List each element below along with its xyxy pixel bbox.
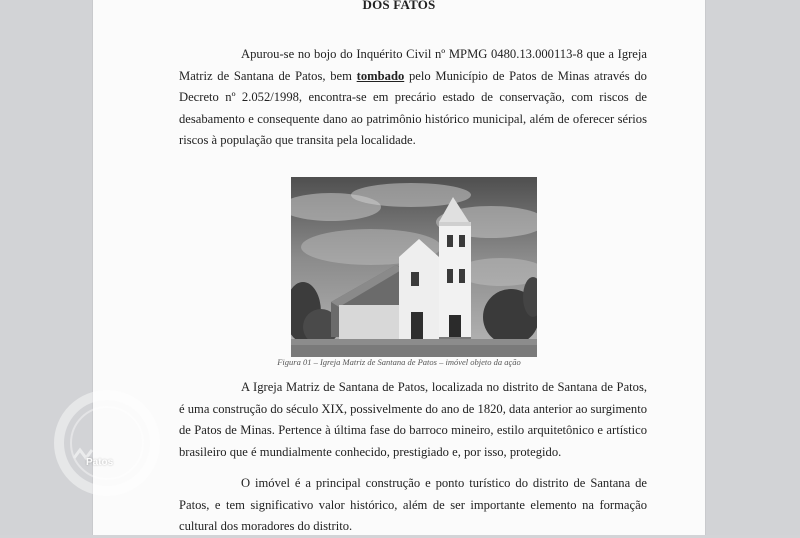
section-heading: DOS FATOS (362, 0, 436, 12)
figure-caption: Figura 01 – Igreja Matriz de Santana de Patos – imóvel objeto da ação (277, 357, 521, 367)
paragraph-facts (179, 44, 647, 152)
paragraph-facts-bold-word: tombado (356, 68, 405, 83)
watermark-label: Patos (86, 457, 114, 468)
paragraph-facts-part2: pelo Município de Patos de Minas através do Decreto nº 2.052/1998, encontra-se em precário estado de conservação, com riscos de desabamento e consequente dano ao patrimônio histórico municipal, além de oferecer sérios riscos à população que transita pela localidade. (179, 68, 647, 147)
church-photo-image (291, 177, 537, 357)
paragraph-facts-part1: Apurou-se no bojo do Inquérito Civil nº MPMG 0480.13.000113-8 que a Igreja Matriz de Santana de Patos, bem (179, 47, 647, 83)
viewer-right-margin (706, 0, 800, 535)
paragraph-tourism (179, 473, 647, 538)
paragraph-tourism-text: O imóvel é a principal construção e ponto turístico do distrito de Santana de Patos, e tem significativo valor histórico, além de ser importante elemento na formação cultural dos moradores do distrito. (179, 476, 647, 533)
paragraph-history-text: A Igreja Matriz de Santana de Patos, localizada no distrito de Santana de Patos, é uma construção do século XIX, possivelmente do ano de 1820, data anterior ao surgimento de Patos de Minas. Pertence à última fase do barroco mineiro, estilo arquitetônico e artístico brasileiro que é mundialmente conhecido, prestigiado e, por isso, protegido. (179, 380, 647, 459)
watermark-seal-icon (52, 388, 162, 498)
paragraph-history (179, 377, 647, 463)
document-page (93, 0, 705, 535)
church-photo (291, 177, 537, 357)
